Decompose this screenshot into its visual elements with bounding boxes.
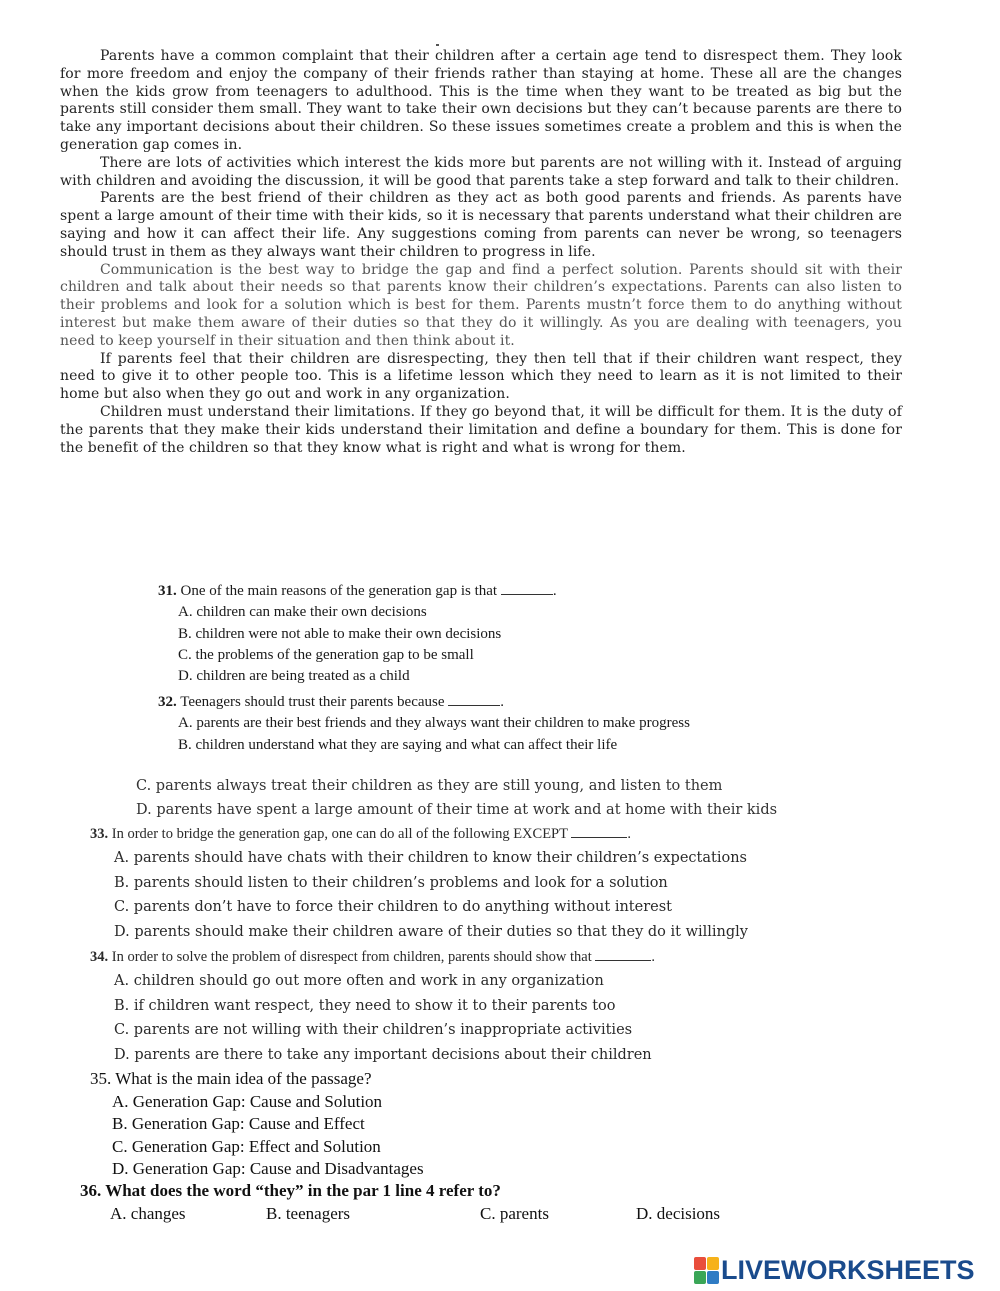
liveworksheets-logo (694, 1255, 994, 1285)
question-32-option-d[interactable]: D. parents have spent a large amount of their time at work and at home with their kids (136, 802, 778, 818)
question-36-option-a[interactable]: A. changes (110, 1203, 186, 1223)
question-33 (90, 822, 880, 944)
passage-paragraph-1: Parents have a common complaint that their children after a certain age tend to disrespect them. They look for more freedom and enjoy the company of their friends rather than staying at home. These all are the changes when the kids grow from teenagers to adulthood. This is the time when they want to be treated as big but the parents still consider them small. They want to take their own decisions but they can’t because parents are there to take any important decisions about their children. So these issues sometimes create a problem and this is when the generation gap comes in. (60, 48, 902, 153)
question-32-option-c[interactable]: C. parents always treat their children as they are still young, and listen to them (136, 778, 723, 794)
question-32 (158, 692, 838, 756)
passage-paragraph-3: Parents are the best friend of their children as they act as both good parents and friends. As parents have spent a large amount of their time with their kids, so it is necessary that parents understand what their children are saying and how it can affect their life. Any suggestions coming from parents can never be wrong, so teenagers should trust in them as they always want their children to progress in life. (60, 190, 902, 260)
reading-passage (60, 48, 902, 457)
question-36-option-d[interactable]: D. decisions (636, 1203, 721, 1223)
passage-paragraph-4: Communication is the best way to bridge the gap and find a perfect solution. Parents should sit with their children and talk about their needs so that parents know their children’s expectations. Parents can also listen to their problems and look for a solution which is best for them. Parents mustn’t force them to do anything without interest but make them aware of their duties so that they do it willingly. As you are dealing with teenagers, you need to keep yourself in their situation and then think about it. (60, 261, 902, 349)
question-35-stem: 35. What is the main idea of the passage? (90, 1069, 372, 1088)
question-33-option-b[interactable]: B. parents should listen to their children’s problems and look for a solution (114, 874, 668, 891)
question-36-stem: 36. What does the word “they” in the par 1 line 4 refer to? (80, 1181, 501, 1200)
scan-speck (436, 44, 439, 46)
answer-blank[interactable] (571, 825, 627, 838)
question-31 (158, 581, 778, 687)
question-36-option-b[interactable]: B. teenagers (266, 1203, 351, 1223)
question-31-option-b[interactable]: B. children were not able to make their own decisions (178, 625, 502, 642)
question-31-stem: 31. One of the main reasons of the generation gap is that . (158, 583, 557, 599)
question-32-option-b[interactable]: B. children understand what they are saying and what can affect their life (178, 736, 618, 753)
question-33-stem: 33. In order to bridge the generation gap, one can do all of the following EXCEPT . (90, 826, 631, 842)
question-34 (90, 945, 880, 1067)
answer-blank[interactable] (501, 582, 553, 595)
question-35-option-c[interactable]: C. Generation Gap: Effect and Solution (112, 1136, 381, 1156)
question-32-option-a[interactable]: A. parents are their best friends and they always want their children to make progress (178, 715, 690, 732)
logo-square-green (694, 1271, 706, 1284)
question-33-option-d[interactable]: D. parents should make their children aware of their duties so that they do it willingly (114, 923, 748, 940)
question-34-option-c[interactable]: C. parents are not willing with their children’s inappropriate activities (114, 1022, 633, 1039)
logo-square-red (694, 1257, 706, 1270)
liveworksheets-logo-icon (694, 1257, 718, 1283)
logo-square-yellow (707, 1257, 719, 1270)
answer-blank[interactable] (448, 693, 500, 706)
question-35-option-b[interactable]: B. Generation Gap: Cause and Effect (112, 1114, 365, 1134)
question-35 (90, 1068, 790, 1181)
question-34-option-a[interactable]: A. children should go out more often and work in any organization (114, 973, 604, 990)
question-36 (80, 1180, 880, 1227)
question-35-option-a[interactable]: A. Generation Gap: Cause and Solution (112, 1091, 383, 1111)
logo-square-blue (707, 1271, 719, 1284)
passage-paragraph-5: If parents feel that their children are disrespecting, they then tell that if their children want respect, they need to give it to other people too. This is a lifetime lesson which they need to learn as it is not limited to their home but also when they go out and work in any organization. (60, 350, 902, 403)
question-33-option-c[interactable]: C. parents don’t have to force their children to do anything without interest (114, 899, 672, 916)
question-32-stem: 32. Teenagers should trust their parents because . (158, 694, 505, 710)
question-31-option-c[interactable]: C. the problems of the generation gap to be small (178, 646, 474, 663)
question-34-option-b[interactable]: B. if children want respect, they need to show it to their parents too (114, 997, 616, 1014)
passage-paragraph-2: There are lots of activities which interest the kids more but parents are not willing with it. Instead of arguing with children and avoiding the discussion, it will be good that parents take a step forward and talk to their children. (60, 154, 902, 189)
question-31-option-d[interactable]: D. children are being treated as a child (178, 668, 410, 685)
liveworksheets-logo-text: LIVEWORKSHEETS (721, 1255, 975, 1285)
passage-paragraph-6: Children must understand their limitations. If they go beyond that, it will be difficult for them. It is the duty of the parents that they make their kids understand their limitation and define a boundary for them. This is done for the benefit of the children so that they know what is right and what is wrong for them. (60, 403, 902, 456)
question-33-option-a[interactable]: A. parents should have chats with their children to know their children’s expectations (114, 850, 747, 867)
question-34-option-d[interactable]: D. parents are there to take any important decisions about their children (114, 1046, 652, 1063)
question-34-stem: 34. In order to solve the problem of disrespect from children, parents should show that . (90, 949, 655, 965)
answer-blank[interactable] (595, 948, 651, 961)
question-31-option-a[interactable]: A. children can make their own decisions (178, 604, 427, 621)
question-35-option-d[interactable]: D. Generation Gap: Cause and Disadvantages (112, 1159, 424, 1179)
question-36-options (80, 1203, 880, 1227)
question-32-continued (116, 774, 876, 822)
question-36-option-c[interactable]: C. parents (480, 1203, 549, 1223)
